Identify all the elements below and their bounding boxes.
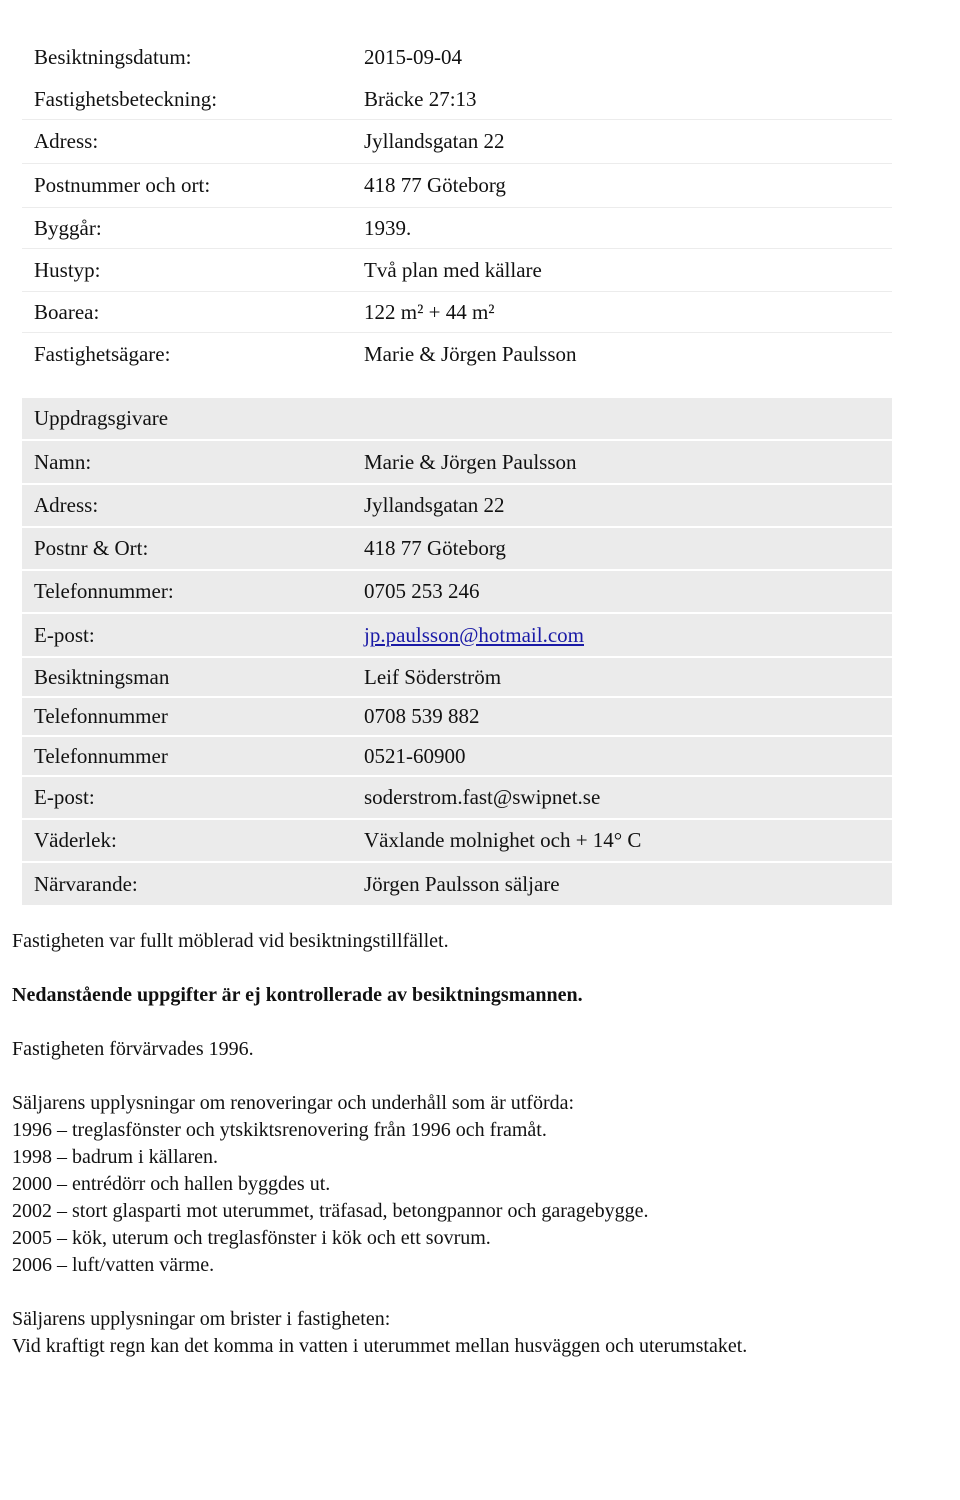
inspector-row-phone-2	[22, 737, 892, 777]
property-value: Jyllandsgatan 22	[364, 129, 505, 153]
inspector-email: soderstrom.fast@swipnet.se	[364, 785, 601, 809]
property-label: Byggår:	[34, 215, 102, 240]
property-row-designation	[22, 79, 892, 120]
inspector-label: Väderlek:	[34, 828, 117, 852]
inspector-row-phone-1	[22, 698, 892, 737]
property-label: Fastighetsägare:	[34, 341, 171, 366]
furnished-note: Fastigheten var fullt möblerad vid besiktningstillfället.	[12, 930, 449, 952]
property-info-table	[22, 36, 892, 375]
client-value: 418 77 Göteborg	[364, 536, 506, 560]
property-value: Bräcke 27:13	[364, 86, 477, 111]
renovation-item: 2002 – stort glasparti mot uterummet, träfasad, betongpannor och garagebygge.	[12, 1200, 649, 1222]
property-value: Två plan med källare	[364, 257, 542, 282]
client-value: Marie & Jörgen Paulsson	[364, 449, 577, 474]
inspector-row-present	[22, 863, 892, 905]
property-label: Fastighetsbeteckning:	[34, 86, 218, 111]
client-row-name	[22, 441, 892, 485]
property-value: 1939.	[364, 215, 412, 240]
property-row-built-year	[22, 208, 892, 249]
disclaimer-note: Nedanstående uppgifter är ej kontrollerade av besiktningsmannen.	[12, 984, 583, 1006]
inspector-value: Växlande molnighet och + 14° C	[364, 828, 642, 852]
property-value: 2015-09-04	[364, 45, 462, 69]
client-inspector-table	[22, 398, 892, 905]
client-row-email	[22, 614, 892, 658]
property-row-postal	[22, 164, 892, 208]
renovation-item: 2006 – luft/vatten värme.	[12, 1254, 215, 1276]
inspector-value: 0708 539 882	[364, 704, 480, 728]
renovations-heading: Säljarens upplysningar om renoveringar och underhåll som är utförda:	[12, 1092, 575, 1114]
client-email-link[interactable]: jp.paulsson@hotmail.com	[364, 622, 584, 647]
property-row-living-area	[22, 292, 892, 333]
client-label: E-post:	[34, 622, 95, 647]
property-value: 418 77 Göteborg	[364, 173, 506, 197]
property-label: Adress:	[34, 129, 99, 153]
property-label: Besiktningsdatum:	[34, 45, 192, 69]
inspector-value: 0521-60900	[364, 743, 466, 768]
property-label: Boarea:	[34, 299, 100, 324]
inspector-label: Besiktningsman	[34, 664, 170, 689]
acquired-note: Fastigheten förvärvades 1996.	[12, 1038, 254, 1060]
property-label: Postnummer och ort:	[34, 173, 211, 197]
inspector-row-email	[22, 777, 892, 820]
client-label: Adress:	[34, 493, 99, 517]
inspector-label: E-post:	[34, 785, 95, 809]
property-value: 122 m² + 44 m²	[364, 299, 495, 324]
property-row-house-type	[22, 249, 892, 292]
property-value: Marie & Jörgen Paulsson	[364, 341, 577, 366]
client-row-phone	[22, 571, 892, 614]
notes-section	[12, 928, 942, 1360]
inspector-value: Jörgen Paulsson säljare	[364, 871, 560, 896]
client-heading: Uppdragsgivare	[34, 406, 169, 430]
client-label: Namn:	[34, 449, 92, 474]
inspector-label: Närvarande:	[34, 871, 138, 896]
inspector-row-name	[22, 658, 892, 698]
client-row-postal	[22, 528, 892, 571]
renovation-item: 2005 – kök, uterum och treglasfönster i kök och ett sovrum.	[12, 1227, 491, 1249]
renovation-item: 1998 – badrum i källaren.	[12, 1146, 219, 1168]
property-label: Hustyp:	[34, 257, 101, 282]
inspector-label: Telefonnummer	[34, 704, 168, 728]
property-row-inspection-date	[22, 36, 892, 79]
client-value: Jyllandsgatan 22	[364, 493, 505, 517]
renovation-item: 2000 – entrédörr och hallen byggdes ut.	[12, 1173, 331, 1195]
inspector-value: Leif Söderström	[364, 664, 502, 689]
inspector-row-weather	[22, 820, 892, 863]
inspector-label: Telefonnummer	[34, 743, 168, 768]
client-label: Telefonnummer:	[34, 579, 174, 603]
client-heading-row	[22, 398, 892, 441]
renovation-item: 1996 – treglasfönster och ytskiktsrenovering från 1996 och framåt.	[12, 1119, 547, 1141]
client-value: 0705 253 246	[364, 579, 480, 603]
defects-text: Vid kraftigt regn kan det komma in vatten i uterummet mellan husväggen och uterumstaket.	[12, 1335, 748, 1357]
client-row-address	[22, 485, 892, 528]
defects-heading: Säljarens upplysningar om brister i fastigheten:	[12, 1308, 391, 1330]
property-row-owner	[22, 333, 892, 375]
property-row-address	[22, 120, 892, 164]
client-label: Postnr & Ort:	[34, 536, 149, 560]
